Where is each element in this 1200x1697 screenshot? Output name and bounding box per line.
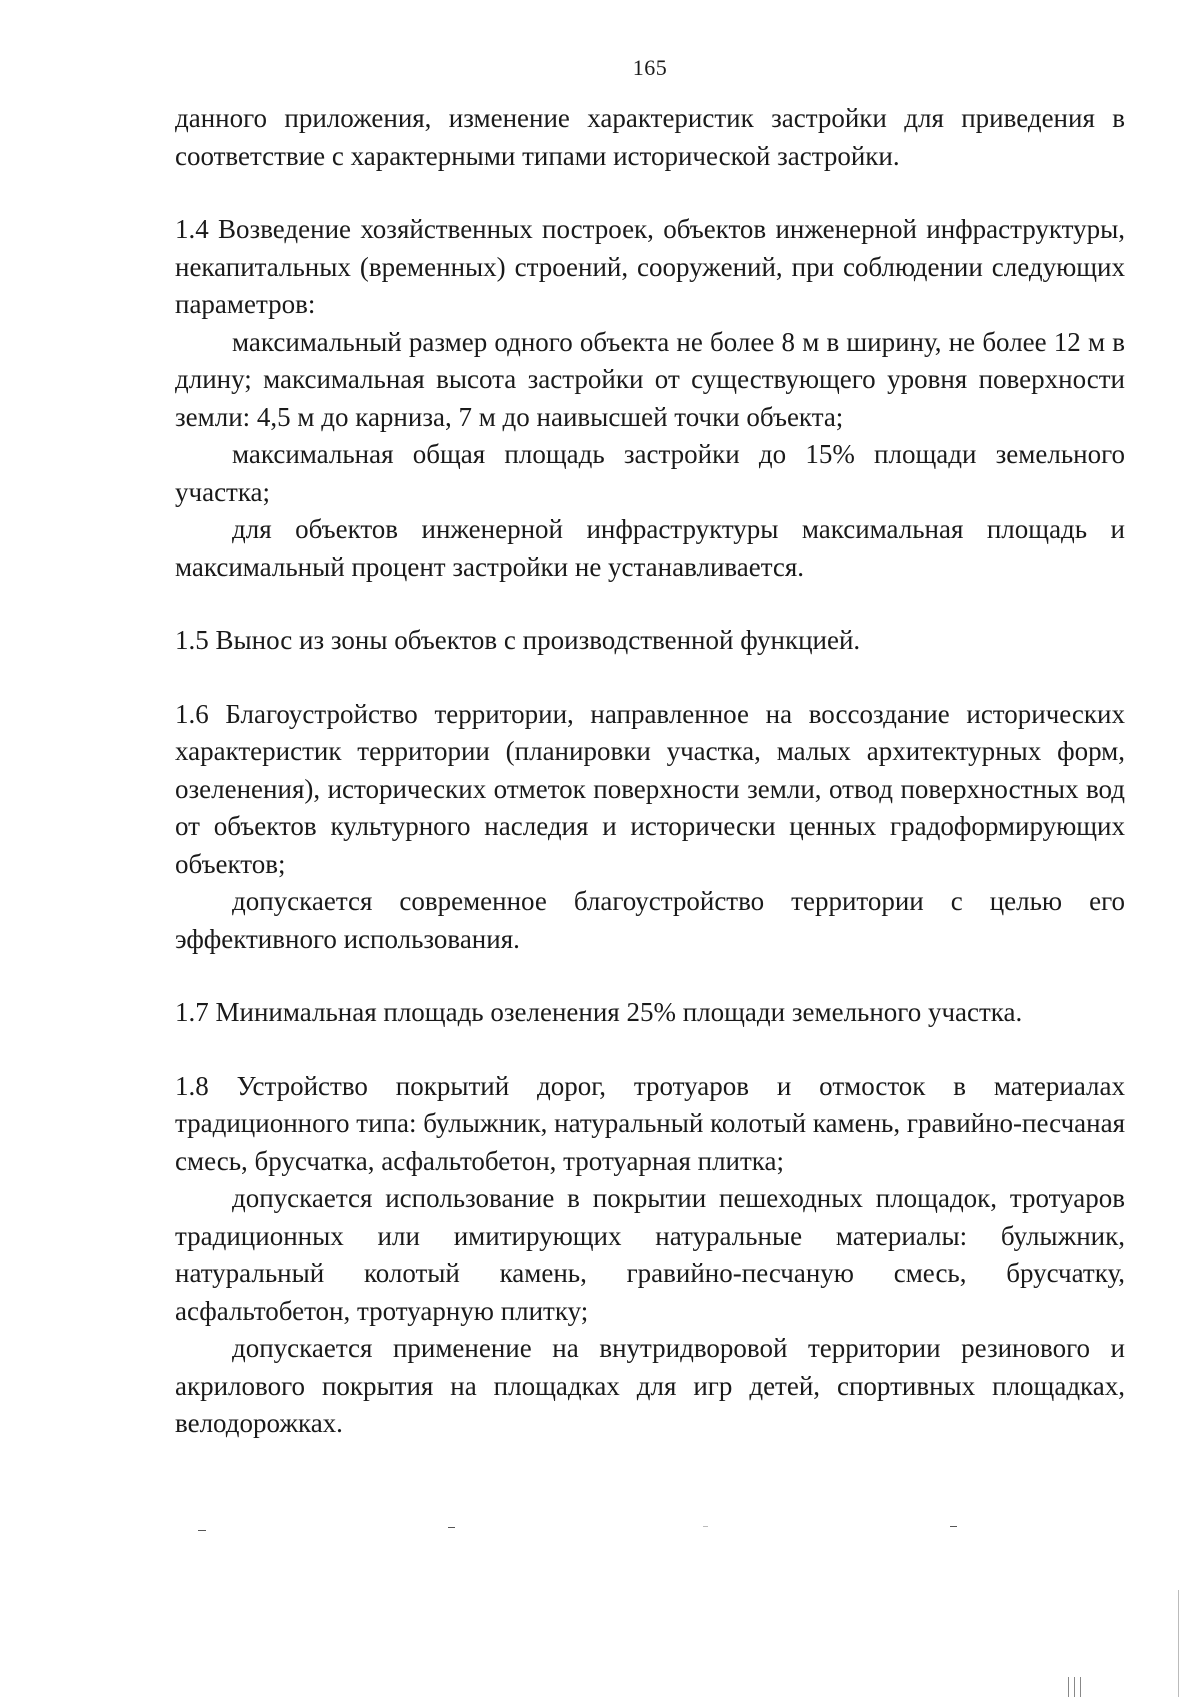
paragraph-1-8-pedestrian: допускается использование в покрытии пешеходных площадок, тротуаров традиционных или имитирующих натуральные материалы: булыжник, натуральный колотый камень, гравийно-песчаную смесь, брусчатку, асфальтобетон, тротуарную плитку; — [175, 1183, 1125, 1326]
paragraph-1-8: 1.8 Устройство покрытий дорог, тротуаров и отмосток в материалах традиционного типа: булыжник, натуральный колотый камень, гравийно-песчаная смесь, брусчатка, асфальтобетон, тротуарная плитка; — [175, 1070, 1125, 1176]
scan-edge-mark — [1074, 1677, 1075, 1697]
paragraph-1-5: 1.5 Вынос из зоны объектов с производственной функцией. — [175, 625, 861, 655]
paragraph-1-6: 1.6 Благоустройство территории, направленное на воссоздание исторических характеристик территории (планировки участка, малых архитектурных форм, озеленения), исторических отметок поверхности земли, отвод поверхностных вод от объектов культурного наследия и исторически ценных градоформирующих объектов; — [175, 698, 1125, 879]
paragraph-1-4-engineering: для объектов инженерной инфраструктуры максимальная площадь и максимальный процент застройки не устанавливается. — [175, 514, 1125, 582]
scan-edge-mark — [1080, 1677, 1081, 1697]
document-body — [175, 100, 1125, 1443]
scan-artifact — [448, 1527, 455, 1528]
paragraph-1-4-size: максимальный размер одного объекта не более 8 м в ширину, не более 12 м в длину; максимальная высота застройки от существующего уровня поверхности земли: 4,5 м до карниза, 7 м до наивысшей точки объекта; — [175, 326, 1125, 432]
paragraph-1-4: 1.4 Возведение хозяйственных построек, объектов инженерной инфраструктуры, некапитальных (временных) строений, сооружений, при соблюдении следующих параметров: — [175, 214, 1125, 319]
paragraph-1-6-allowed: допускается современное благоустройство территории с целью его эффективного использования. — [175, 886, 1125, 954]
paragraph-continuation: данного приложения, изменение характеристик застройки для приведения в соответствие с характерными типами исторической застройки. — [175, 103, 1125, 171]
paragraph-1-8-rubber: допускается применение на внутридворовой территории резинового и акрилового покрытия на площадках для игр детей, спортивных площадках, велодорожках. — [175, 1333, 1125, 1438]
paragraph-1-7: 1.7 Минимальная площадь озеленения 25% площади земельного участка. — [175, 997, 1023, 1027]
scan-artifact — [703, 1526, 708, 1527]
scan-artifact — [950, 1526, 957, 1527]
page-number: 165 — [632, 55, 668, 80]
scan-edge-mark — [1068, 1677, 1069, 1697]
paragraph-1-4-area: максимальная общая площадь застройки до 15% площади земельного участка; — [175, 439, 1125, 507]
scan-artifact — [198, 1530, 206, 1531]
scan-edge-mark — [1178, 1590, 1179, 1697]
